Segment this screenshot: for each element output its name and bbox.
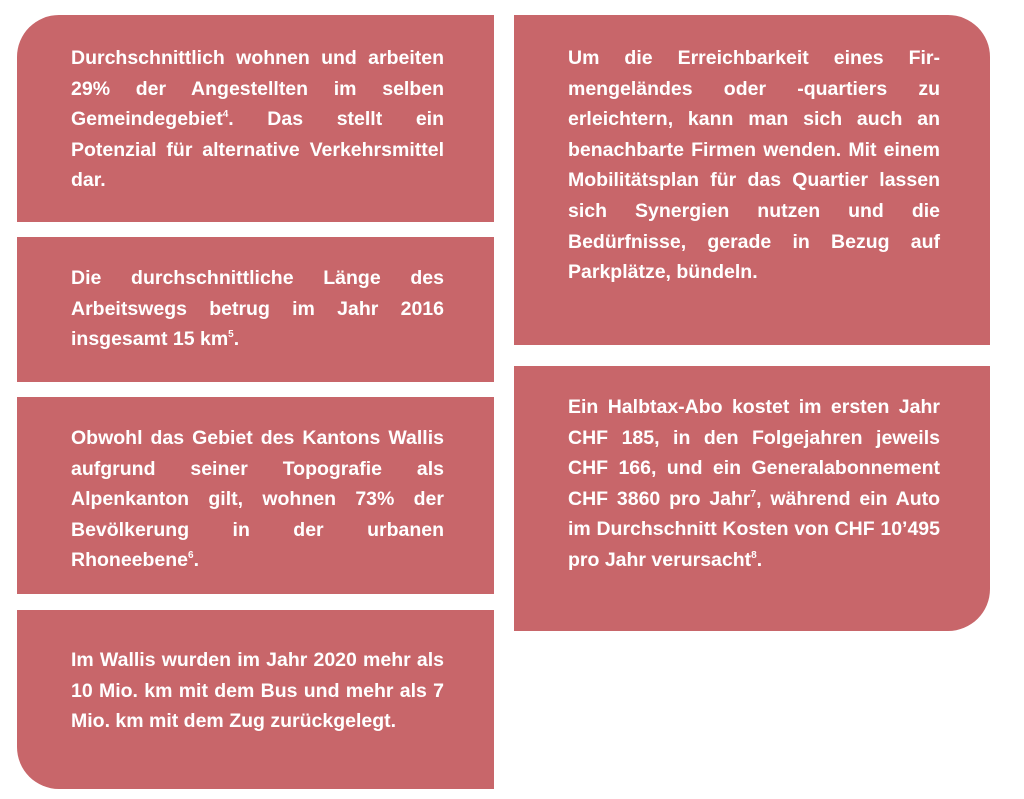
info-card-text-body: Ein Halbtax-Abo kostet im ersten Jahr CHF 185, in den Folgejahren jeweils CHF 166, und ein Generalabonnement CHF 3860 pro Jahr <box>568 396 940 510</box>
info-card-ticket-vs-car-costs <box>514 366 990 631</box>
info-card-population-rhone-valley <box>17 397 494 594</box>
info-card-text <box>71 423 444 576</box>
info-card-commute-same-municipality <box>17 15 494 222</box>
info-card-commute-distance <box>17 237 494 382</box>
footnote-marker: 6 <box>188 550 194 562</box>
footnote-marker: 5 <box>228 329 234 341</box>
info-card-text-tail: . <box>756 548 763 571</box>
info-card-neighborhood-mobility-plan <box>514 15 990 345</box>
info-card-text <box>71 263 444 355</box>
info-card-text-tail: . <box>193 549 200 572</box>
info-card-text-body: Durchschnittlich wohnen und arbeiten 29% der Angestellten im selben Gemeindegebiet <box>71 47 444 131</box>
info-card-text: Im Wallis wurden im Jahr 2020 mehr als 10 Mio. km mit dem Bus und mehr als 7 Mio. km mit dem Zug zurückgelegt. <box>71 649 444 733</box>
info-card-text: Um die Erreichbarkeit eines Firmengeländes oder -quartiers zu erleichtern, kann man sich auch an benachbarte Firmen wenden. Mit einem Mobilitätsplan für das Quartier lassen sich Synergien nutzen und die Bedürfnisse, gerade in Bezug auf Parkplätze, bündeln. <box>568 47 940 284</box>
info-card-text-tail: . <box>233 328 240 351</box>
info-card-text-body: Obwohl das Gebiet des Kantons Wallis aufgrund seiner Topografie als Alpenkanton gilt, wohnen 73% der Bevölkerung in der urbanen Rhoneebene <box>71 427 444 572</box>
info-card-bus-train-kilometers <box>17 610 494 789</box>
info-card-text <box>568 392 940 576</box>
info-card-text-tail: . Das stellt ein Potenzial für alternative Verkehrsmittel dar. <box>71 108 444 192</box>
footnote-marker: 4 <box>222 109 229 121</box>
info-card-text-tail: , während ein Auto im Durchschnitt Kosten von CHF 10’495 pro Jahr verursacht <box>568 487 941 571</box>
info-card-text-body: Die durchschnittliche Länge des Arbeitswegs betrug im Jahr 2016 insgesamt 15 km <box>71 267 444 351</box>
info-card-text <box>71 43 444 196</box>
footnote-marker: 8 <box>751 549 757 561</box>
footnote-marker: 7 <box>750 488 757 500</box>
